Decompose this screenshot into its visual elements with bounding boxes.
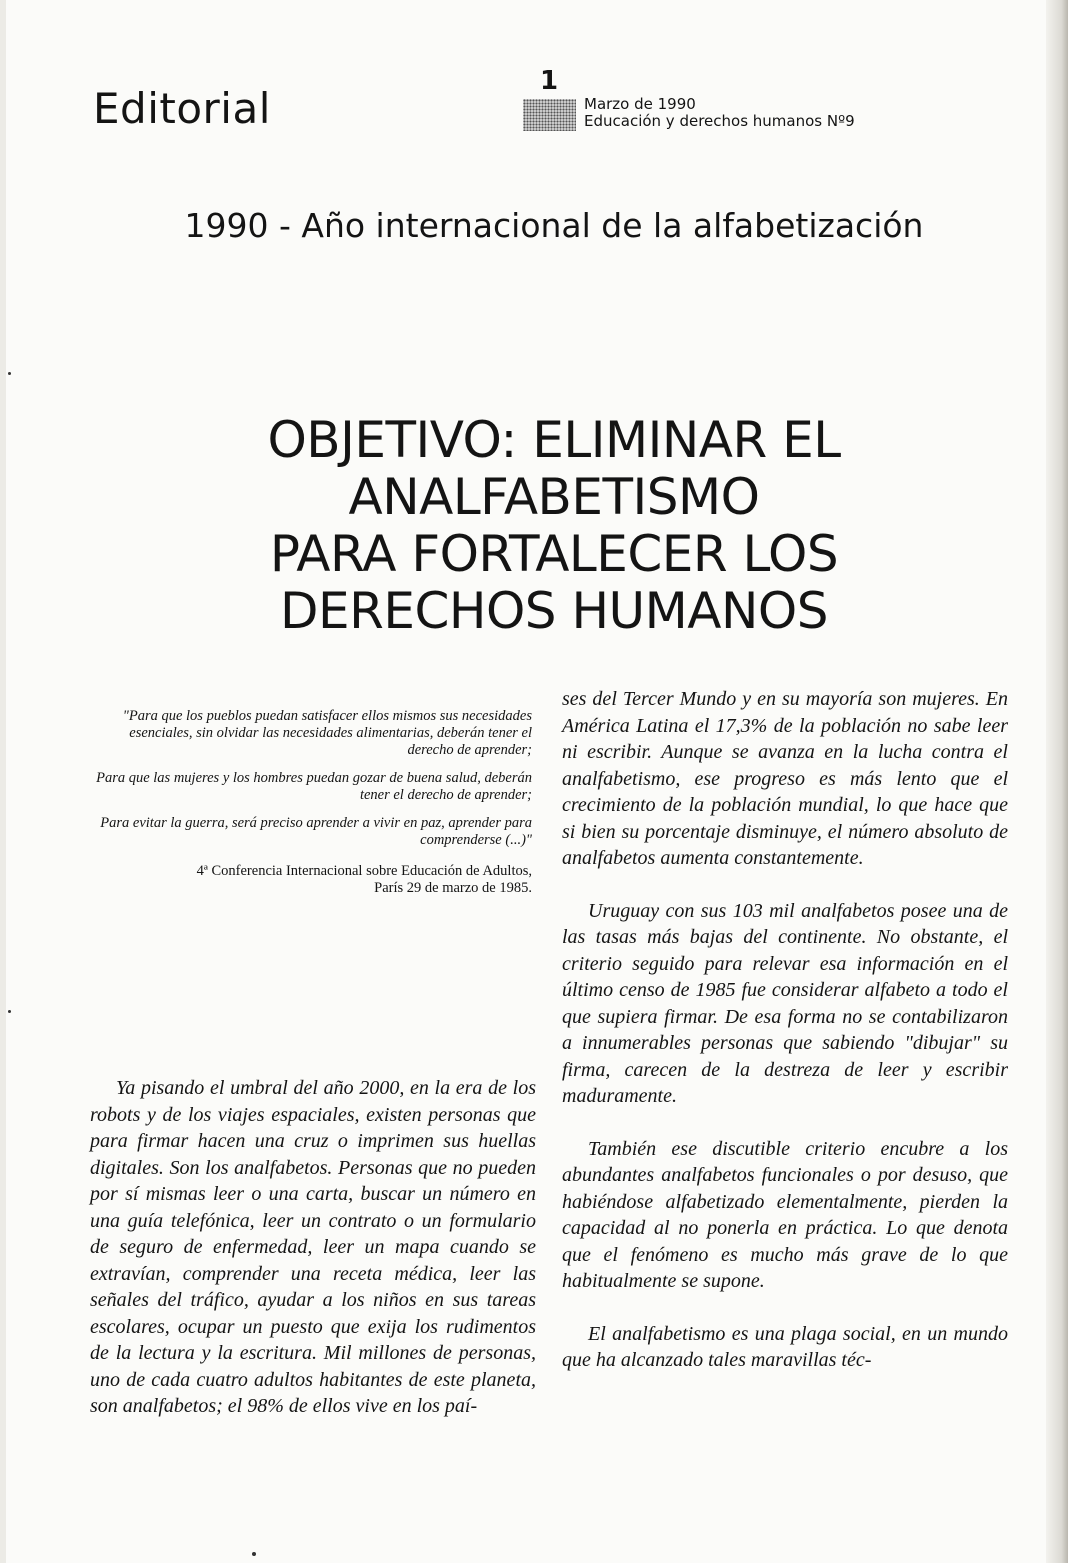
headline-line: ANALFABETISMO <box>348 468 760 526</box>
halftone-box <box>523 99 576 131</box>
quote-paragraph: "Para que los pueblos puedan satisfacer ellos mismos sus necesidades esenciales, sin olvidar las necesidades alimentarias, deberán tener el derecho de aprender; <box>122 708 532 758</box>
section-label: Editorial <box>93 84 271 133</box>
body-column-right <box>562 686 1008 1374</box>
subtitle: 1990 - Año internacional de la alfabetización <box>184 206 924 245</box>
page-number: 1 <box>540 66 559 96</box>
quote-paragraph: Para que las mujeres y los hombres puedan gozar de buena salud, deberán tener el derecho de aprender; <box>96 770 532 803</box>
headline-line: OBJETIVO: ELIMINAR EL <box>267 411 841 469</box>
publication-title: Educación y derechos humanos Nº9 <box>584 112 855 130</box>
body-paragraph: Ya pisando el umbral del año 2000, en la era de los robots y de los viajes espaciales, existen personas que para firmar hacen una cruz o imprimen sus huellas digitales. Son los analfabetos. Personas que no pueden por sí mismas leer o una carta, buscar un número en una guía telefónica, leer un contrato o un formulario de seguro de enfermedad, leer un mapa cuando se extravían, comprender una receta médica, leer las señales del tráfico, ayudar a los niños en sus tareas escolares, ocupar un puesto que exija los rudimentos de la lectura y la escritura. Mil millones de personas, uno de cada cuatro adultos habitantes de este planeta, son analfabetos; el 98% de ellos vive en los paí- <box>90 1077 536 1417</box>
quote-paragraph: Para evitar la guerra, será preciso aprender a vivir en paz, aprender para comprenderse (...)" <box>100 815 532 848</box>
body-paragraph: ses del Tercer Mundo y en su mayoría son mujeres. En América Latina el 17,3% de la población no sabe leer ni escribir. Aunque se avanza en la lucha contra el analfabetismo, ese progreso es más lento que el crecimiento de la población mundial, lo que hace que si bien su porcentaje disminuye, el número absoluto de analfabetos aumenta constantemente. <box>562 688 1008 869</box>
body-paragraph: Uruguay con sus 103 mil analfabetos posee una de las tasas más bajas del continente. No obstante, el criterio seguido para relevar esa información en el último censo de 1985 fue considerar alfabeto a todo el que supiera firmar. De esa forma no se contabilizaron a innumerables personas que sabiendo "dibujar" su firma, carecen de la destreza de leer y escribir maduramente. <box>562 899 1008 1107</box>
headline-line: PARA FORTALECER LOS <box>269 525 839 583</box>
ink-speck <box>8 372 11 375</box>
quote-source-line: París 29 de marzo de 1985. <box>374 880 532 896</box>
issue-date: Marzo de 1990 <box>584 95 696 113</box>
headline-line: DERECHOS HUMANOS <box>280 582 828 640</box>
quote-source-line: 4ª Conferencia Internacional sobre Educación de Adultos, <box>196 863 532 879</box>
ink-speck <box>8 1010 11 1013</box>
headline <box>0 412 1068 640</box>
body-paragraph: El analfabetismo es una plaga social, en un mundo que ha alcanzado tales maravillas téc- <box>562 1322 1008 1371</box>
body-paragraph: También ese discutible criterio encubre a los abundantes analfabetos funcionales o por desuso, que habiéndose alfabetizado elementalmente, pierden la capacidad al no ponerla en práctica. Lo que denota que el fenómeno es mucho más grave de lo que habitualmente se supone. <box>562 1137 1008 1292</box>
quote-source <box>92 863 532 897</box>
ink-speck <box>252 1552 256 1556</box>
epigraph-quote <box>92 708 532 897</box>
body-column-left <box>90 1075 536 1420</box>
issue-info <box>584 96 855 130</box>
